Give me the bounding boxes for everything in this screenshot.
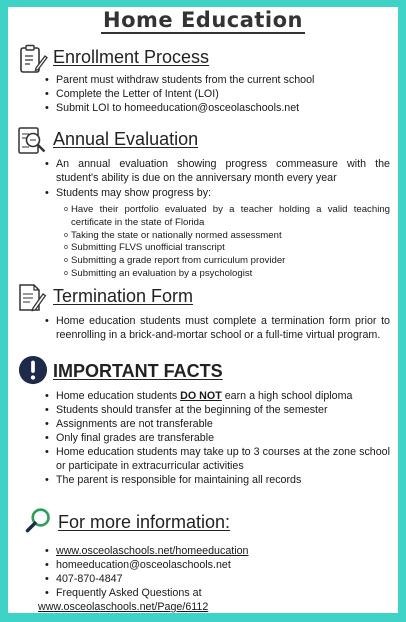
sub-list-item: o Taking the state or nationally normed assessment [8, 230, 398, 243]
termination-heading: Termination Form [53, 286, 194, 306]
list-item [8, 544, 398, 558]
list-item: • Only final grades are transferable [8, 431, 398, 445]
list-item: • Students should transfer at the beginning of the semester [8, 403, 398, 417]
list-item: • Students may show progress by: [8, 186, 398, 200]
more-info-heading: For more information: [58, 512, 231, 532]
page-title: Home Education [103, 8, 303, 32]
list-item: • An annual evaluation showing progress commeasure with the student's ability is due on the anniversary month every year [8, 157, 398, 185]
list-item: • 407-870-4847 [8, 572, 398, 586]
important-facts-section [8, 359, 398, 487]
list-item: • Home education students must complete a termination form prior to reenrolling in a brick-and-mortar school or a full-time virtual program. [8, 314, 398, 342]
faq-link[interactable]: www.osceolaschools.net/Page/6112 [38, 601, 209, 613]
termination-section [8, 284, 398, 342]
magnifier-document-icon [16, 125, 48, 157]
list-item: • Home education students DO NOT earn a high school diploma [8, 389, 398, 403]
website-link[interactable]: www.osceolaschools.net/homeeducation [56, 545, 249, 557]
list-item: • Submit LOI to homeeducation@osceolaschools.net [8, 101, 398, 115]
exclamation-circle-icon [18, 355, 48, 385]
sub-list-item: o Submitting an evaluation by a psychologist [8, 268, 398, 281]
flyer-page [8, 7, 398, 613]
annual-evaluation-section [8, 127, 398, 281]
clipboard-pen-icon [16, 43, 48, 75]
list-item: • Frequently Asked Questions at [8, 586, 398, 600]
enrollment-section [8, 45, 398, 115]
list-item: • Assignments are not transferable [8, 417, 398, 431]
magnifying-glass-icon [24, 507, 52, 535]
list-item: • Home education students may take up to 3 courses at the zone school or participate in extracurricular activities [8, 445, 398, 473]
enrollment-heading: Enrollment Process [53, 47, 210, 67]
important-facts-heading: IMPORTANT FACTS [53, 361, 223, 381]
list-item: • homeeducation@osceolaschools.net [8, 558, 398, 572]
sub-list-item: o Submitting a grade report from curriculum provider [8, 255, 398, 268]
list-item: • The parent is responsible for maintaining all records [8, 473, 398, 487]
list-item: • Parent must withdraw students from the current school [8, 73, 398, 87]
more-info-section [8, 510, 398, 613]
emphasis-text: DO NOT [180, 390, 222, 402]
document-pencil-icon [16, 282, 48, 314]
list-item: • Complete the Letter of Intent (LOI) [8, 87, 398, 101]
sub-list-item: o Have their portfolio evaluated by a teacher holding a valid teaching certificate in the state of Florida [8, 204, 398, 230]
sub-list-item: o Submitting FLVS unofficial transcript [8, 242, 398, 255]
annual-evaluation-heading: Annual Evaluation [53, 129, 199, 149]
